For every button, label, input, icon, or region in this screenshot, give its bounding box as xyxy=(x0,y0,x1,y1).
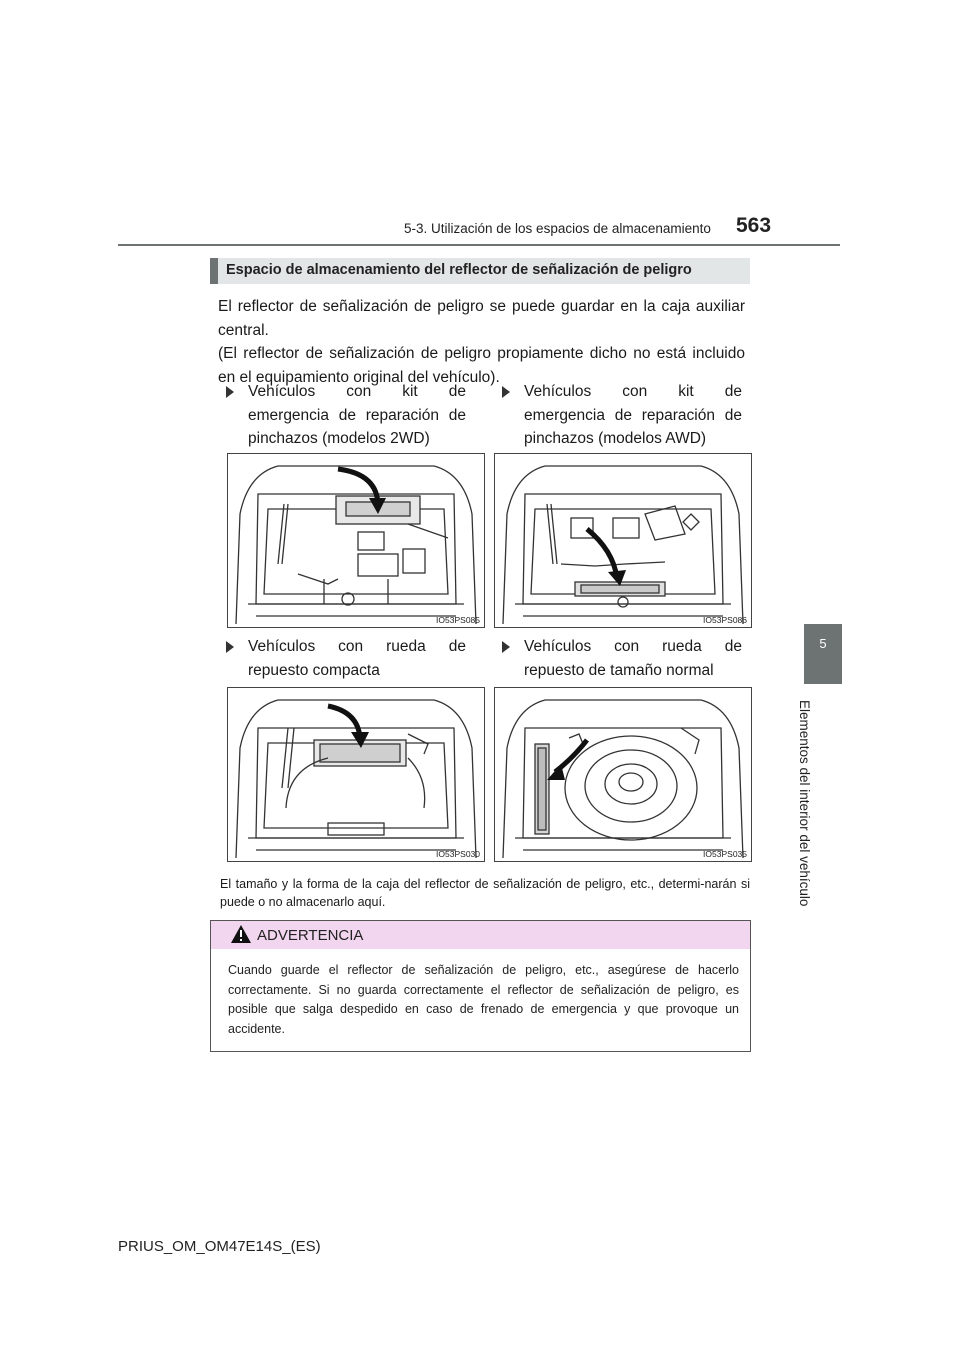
figure-awd-cargo xyxy=(494,453,752,628)
figure-code: IO53PS085 xyxy=(436,615,480,625)
chapter-title xyxy=(760,700,880,960)
bullet-triangle-icon xyxy=(502,641,510,653)
case-label-text: Vehículos con kit de emergencia de reparación de pinchazos (modelos 2WD) xyxy=(248,383,466,447)
warning-text: Cuando guarde el reflector de señalización de peligro, etc., asegúrese de hacerlo correctamente. Si no guarda correctamente el reflector de señalización de peligro, es posible que salga despedido en caso de frenado de emergencia y que provoque un accidente. xyxy=(228,963,739,1036)
case-label-text: Vehículos con kit de emergencia de reparación de pinchazos (modelos AWD) xyxy=(524,383,742,447)
figure-caption: El tamaño y la forma de la caja del reflector de señalización de peligro, etc., determi-narán si puede o no almacenarlo aquí. xyxy=(220,877,750,909)
case-label-compact-spare xyxy=(226,635,466,682)
chapter-number: 5 xyxy=(819,636,827,651)
footer-doc-code: PRIUS_OM_OM47E14S_(ES) xyxy=(118,1238,321,1255)
case-label-awd xyxy=(502,380,742,451)
bullet-triangle-icon xyxy=(226,641,234,653)
body-paragraph: (El reflector de señalización de peligro propiamente dicho no está incluido en el equipamiento original del vehículo). xyxy=(218,345,745,386)
header-divider xyxy=(118,244,840,246)
page-number: 563 xyxy=(736,214,772,237)
case-label-text: Vehículos con rueda de repuesto de tamaño normal xyxy=(524,638,742,679)
warning-title: ADVERTENCIA xyxy=(257,927,364,944)
warning-header xyxy=(211,921,750,949)
chapter-title-text: Elementos del interior del vehículo xyxy=(797,700,812,907)
body-paragraph: El reflector de señalización de peligro se puede guardar en la caja auxiliar central. xyxy=(218,298,745,339)
case-label-full-spare xyxy=(502,635,742,682)
figure-full-spare-cargo xyxy=(494,687,752,862)
body-text xyxy=(218,295,745,389)
header-section-title: 5-3. Utilización de los espacios de almacenamiento xyxy=(404,221,711,236)
case-label-2wd xyxy=(226,380,466,451)
figure-code: IO53PS086 xyxy=(703,615,747,625)
figure-code: IO53PS035 xyxy=(703,849,747,859)
cargo-area-illustration xyxy=(228,688,484,861)
figure-compact-spare-cargo xyxy=(227,687,485,862)
section-heading xyxy=(210,258,750,284)
figure-code: IO53PS030 xyxy=(436,849,480,859)
section-heading-bar xyxy=(210,258,218,284)
warning-triangle-icon xyxy=(231,925,251,943)
bullet-triangle-icon xyxy=(502,386,510,398)
warning-box xyxy=(210,920,751,1052)
bullet-triangle-icon xyxy=(226,386,234,398)
case-label-text: Vehículos con rueda de repuesto compacta xyxy=(248,638,466,679)
cargo-area-illustration xyxy=(495,688,751,861)
chapter-tab xyxy=(804,624,842,684)
figure-2wd-cargo xyxy=(227,453,485,628)
section-heading-text: Espacio de almacenamiento del reflector de señalización de peligro xyxy=(226,262,692,278)
cargo-area-illustration xyxy=(495,454,751,627)
cargo-area-illustration xyxy=(228,454,484,627)
